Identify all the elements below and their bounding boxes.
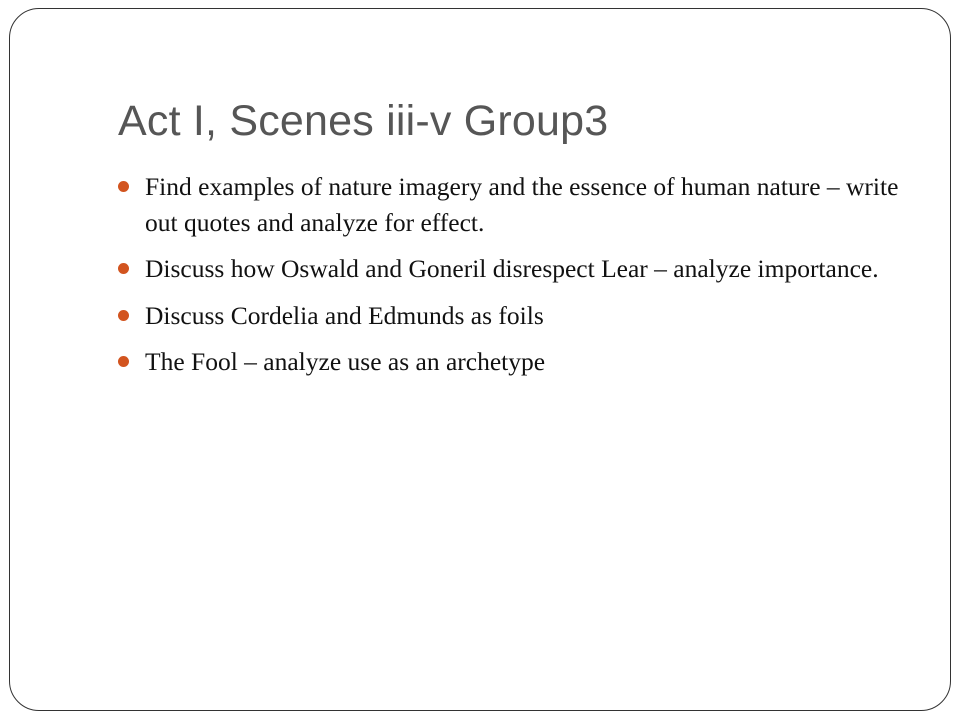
bullet-text: Discuss Cordelia and Edmunds as foils [145, 300, 544, 330]
bullet-item [116, 169, 906, 240]
bullet-item [116, 251, 906, 287]
bullet-dot-icon [118, 310, 129, 321]
bullet-text: Discuss how Oswald and Goneril disrespect Lear – analyze importance. [145, 254, 879, 283]
bullet-item [116, 344, 906, 380]
bullet-text: Find examples of nature imagery and the essence of human nature – write out quotes and analyze for effect. [145, 172, 899, 237]
bullet-list [116, 169, 906, 391]
bullet-dot-icon [118, 356, 129, 367]
slide-frame [9, 8, 951, 711]
bullet-text: The Fool – analyze use as an archetype [145, 347, 546, 376]
bullet-item [116, 298, 906, 334]
bullet-dot-icon [118, 263, 129, 274]
bullet-dot-icon [118, 181, 129, 192]
slide-title: Act I, Scenes iii-v Group3 [118, 97, 609, 145]
